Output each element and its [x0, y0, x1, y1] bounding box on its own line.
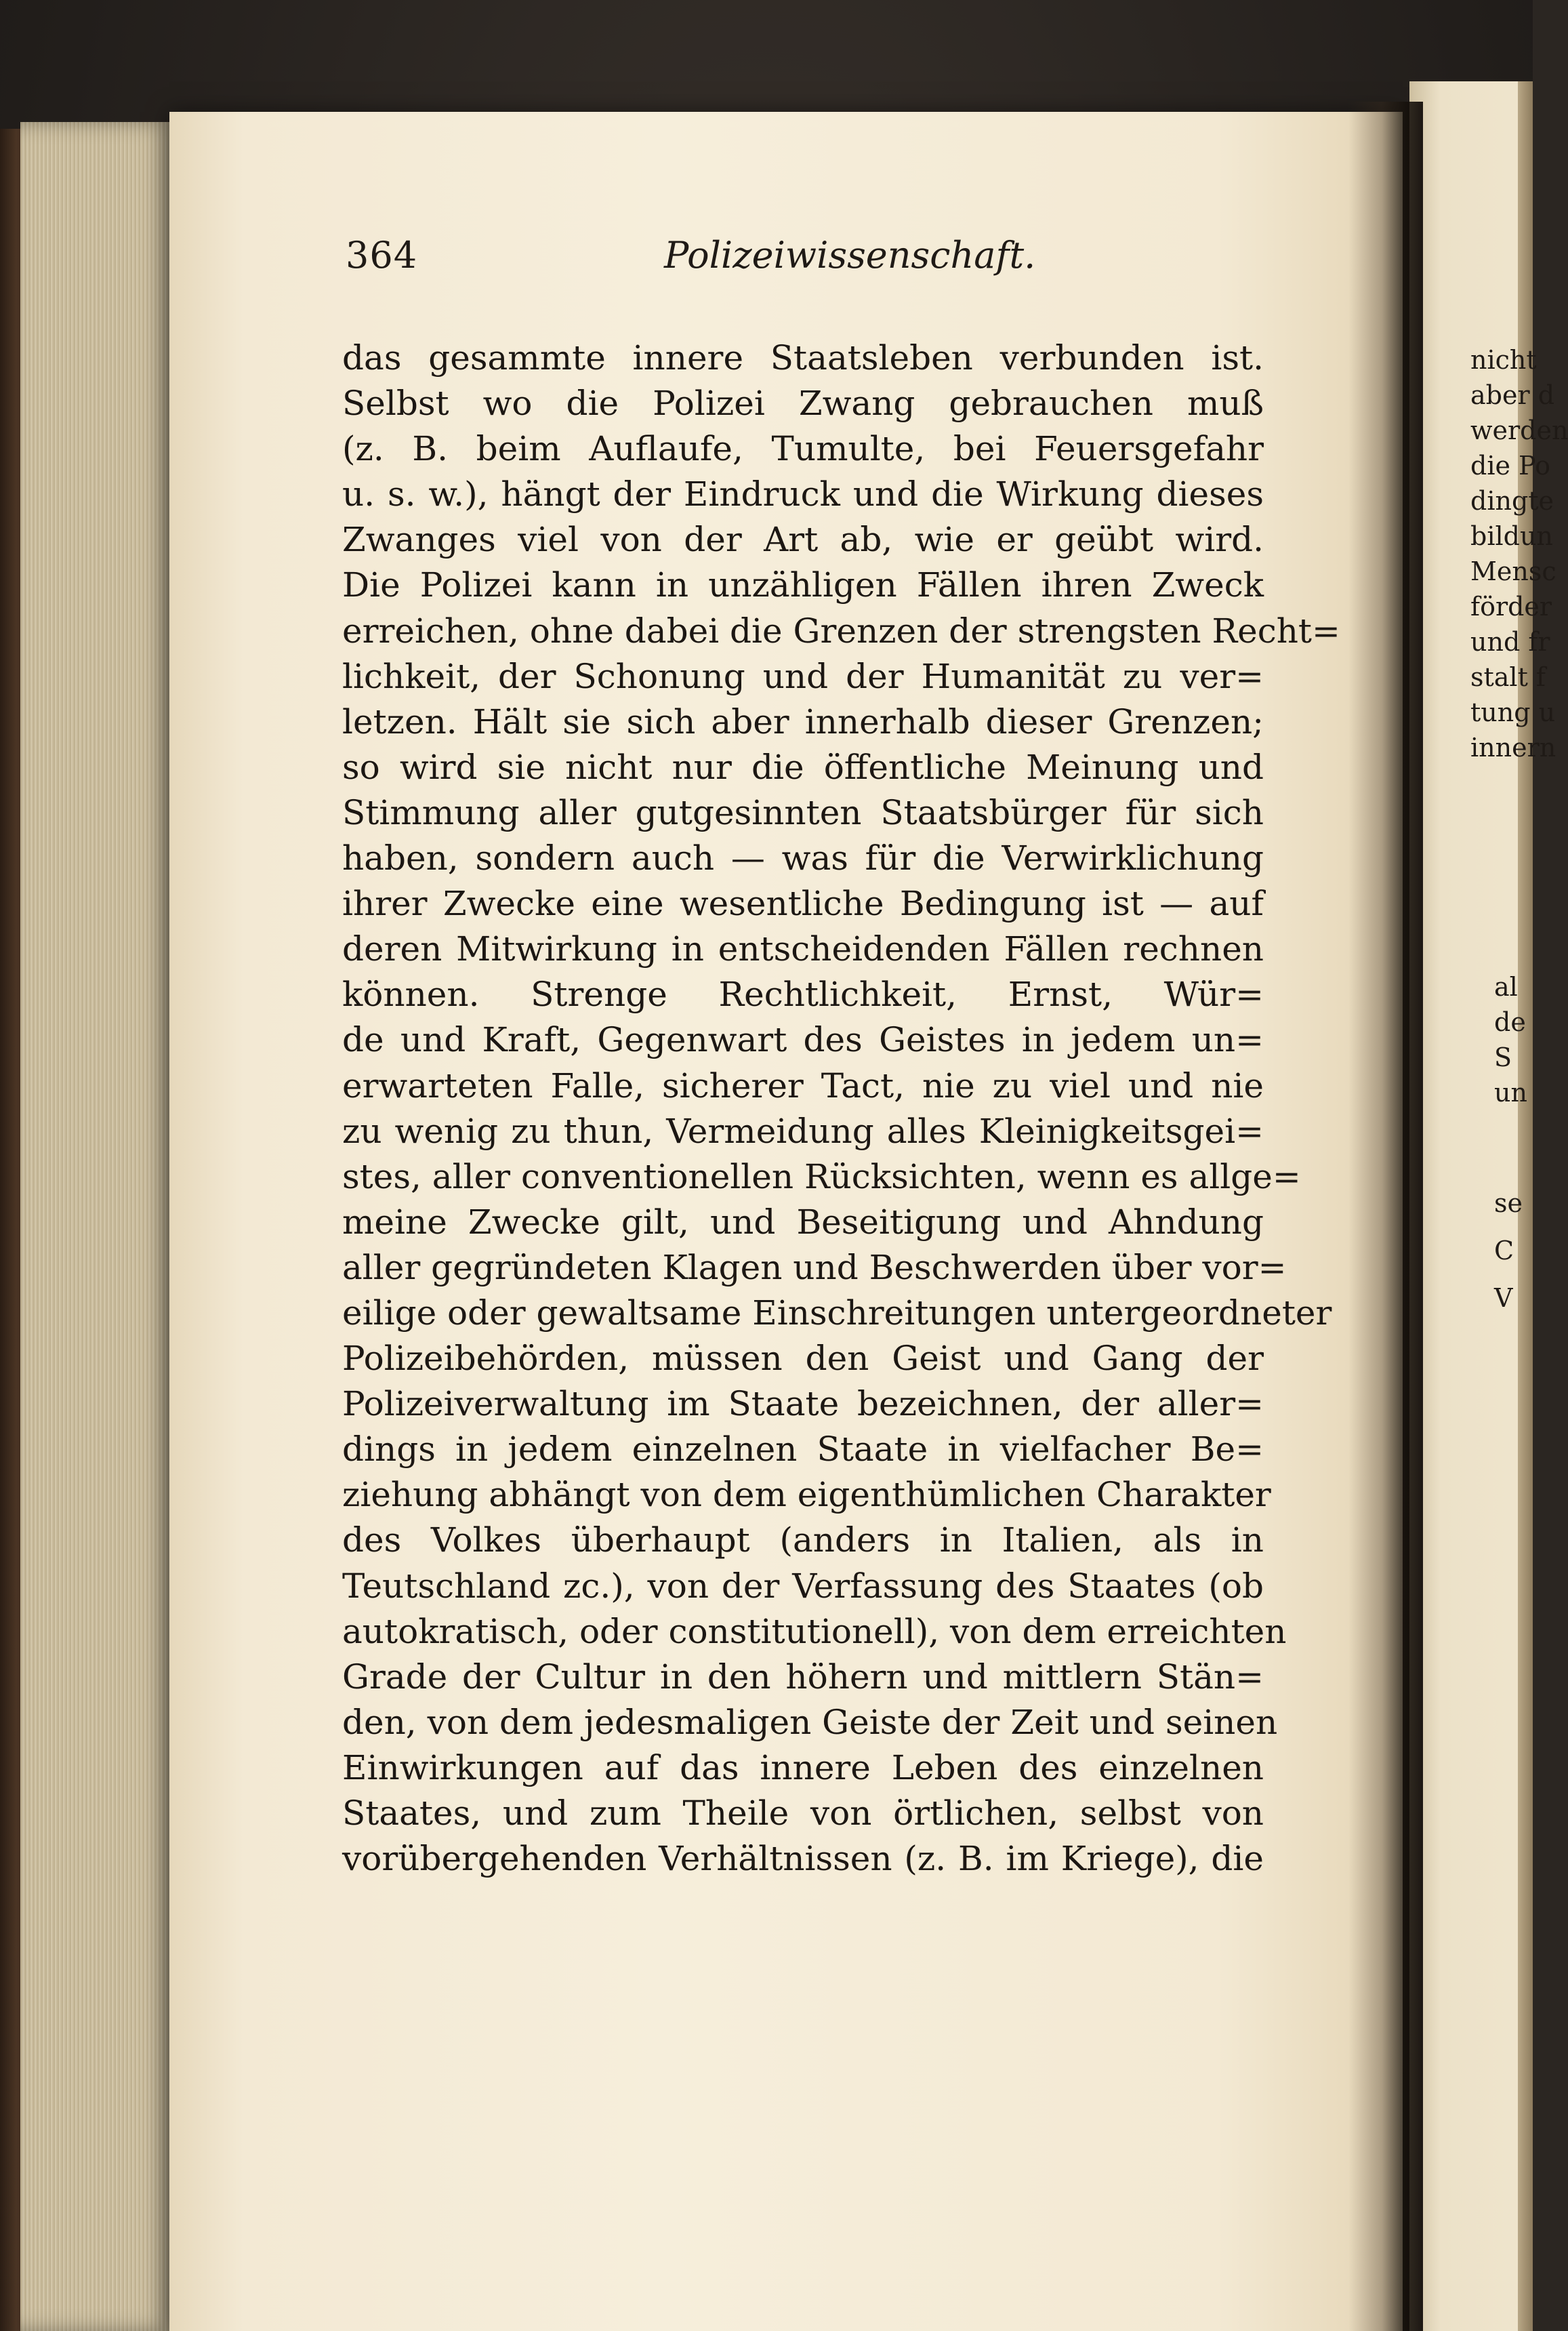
facing-fragment: bildun: [1470, 521, 1553, 551]
body-text: [342, 336, 1340, 1882]
text-line: aller gegründeten Klagen und Beschwerden über vor=: [342, 1247, 1287, 1287]
facing-page-text-low: [1494, 1179, 1559, 1322]
text-line: dings in jedem einzelnen Staate in vielfacher Be=: [342, 1430, 1264, 1469]
facing-page-text-top: [1470, 342, 1568, 765]
text-line: vorübergehenden Verhältnissen (z. B. im Kriege), die: [342, 1839, 1264, 1879]
text-line: eilige oder gewaltsame Einschreitungen untergeordneter: [342, 1293, 1332, 1333]
text-line: u. s. w.), hängt der Eindruck und die Wirkung dieses: [342, 474, 1264, 514]
text-line: erreichen, ohne dabei die Grenzen der strengsten Recht=: [342, 611, 1340, 651]
facing-fragment: Mensc: [1470, 556, 1556, 586]
facing-fragment: nicht: [1470, 345, 1537, 375]
facing-fragment: tung u: [1470, 697, 1556, 727]
text-line: Polizeibehörden, müssen den Geist und Gang der: [342, 1339, 1264, 1379]
text-line: können. Strenge Rechtlichkeit, Ernst, Wür=: [342, 975, 1264, 1015]
text-line: Selbst wo die Polizei Zwang gebrauchen muß: [342, 384, 1264, 424]
text-line: erwarteten Falle, sicherer Tact, nie zu viel und nie: [342, 1066, 1264, 1106]
text-line: Teutschland zc.), von der Verfassung des Staates (ob: [342, 1566, 1264, 1606]
facing-fragment: aber d: [1470, 380, 1555, 410]
facing-fragment: die Po: [1470, 451, 1550, 481]
facing-fragment: V: [1494, 1283, 1513, 1313]
facing-fragment: C: [1494, 1236, 1514, 1265]
page-title: Polizeiwissenschaft.: [664, 234, 1036, 277]
spine-gutter: [1348, 102, 1423, 2331]
facing-fragment: se: [1494, 1188, 1523, 1218]
text-line: den, von dem jedesmaligen Geiste der Zeit und seinen: [342, 1702, 1278, 1742]
text-line: Polizeiverwaltung im Staate bezeichnen, der aller=: [342, 1384, 1264, 1424]
facing-fragment: S: [1494, 1042, 1512, 1072]
text-line: das gesammte innere Staatsleben verbunden ist.: [342, 338, 1264, 378]
text-line: Einwirkungen auf das innere Leben des einzelnen: [342, 1747, 1264, 1787]
running-head: [346, 234, 1036, 295]
text-line: (z. B. beim Auflaufe, Tumulte, bei Feuersgefahr: [342, 429, 1264, 469]
text-line: ihrer Zwecke eine wesentliche Bedingung ist — auf: [342, 884, 1264, 924]
facing-fragment: stalt f: [1470, 662, 1546, 692]
text-line: ziehung abhängt von dem eigenthümlichen Charakter: [342, 1475, 1271, 1515]
facing-fragment: innern: [1470, 733, 1556, 763]
text-line: haben, sondern auch — was für die Verwirklichung: [342, 838, 1264, 878]
text-line: meine Zwecke gilt, und Beseitigung und Ahndung: [342, 1202, 1264, 1242]
text-line: zu wenig zu thun, Vermeidung alles Kleinigkeitsgei=: [342, 1111, 1264, 1151]
facing-page-text-mid: [1494, 969, 1559, 1110]
facing-fragment: al: [1494, 972, 1518, 1002]
text-line: Die Polizei kann in unzähligen Fällen ihren Zweck: [342, 565, 1264, 605]
text-line: deren Mitwirkung in entscheidenden Fällen rechnen: [342, 929, 1264, 969]
text-line: Grade der Cultur in den höhern und mittlern Stän=: [342, 1657, 1264, 1697]
text-line: de und Kraft, Gegenwart des Geistes in jedem un=: [342, 1020, 1264, 1060]
page-stack-edges: [20, 122, 176, 2331]
text-line: Staates, und zum Theile von örtlichen, selbst von: [342, 1793, 1264, 1833]
page-number: 364: [346, 234, 418, 277]
text-line: lichkeit, der Schonung und der Humanität zu ver=: [342, 656, 1264, 696]
facing-fragment: un: [1494, 1078, 1527, 1108]
facing-fragment: dingte: [1470, 486, 1554, 516]
facing-fragment: de: [1494, 1007, 1526, 1037]
facing-fragment: und fr: [1470, 627, 1550, 657]
facing-fragment: förder: [1470, 592, 1552, 622]
text-line: Stimmung aller gutgesinnten Staatsbürger für sich: [342, 792, 1264, 832]
text-line: Zwanges viel von der Art ab, wie er geübt wird.: [342, 520, 1264, 560]
text-line: letzen. Hält sie sich aber innerhalb dieser Grenzen;: [342, 702, 1264, 742]
facing-fragment: werden: [1470, 415, 1568, 445]
text-line: des Volkes überhaupt (anders in Italien, als in: [342, 1520, 1264, 1560]
text-line: autokratisch, oder constitutionell), von dem erreichten: [342, 1611, 1287, 1651]
text-line: so wird sie nicht nur die öffentliche Meinung und: [342, 747, 1264, 787]
text-line: stes, aller conventionellen Rücksichten, wenn es allge=: [342, 1156, 1301, 1196]
